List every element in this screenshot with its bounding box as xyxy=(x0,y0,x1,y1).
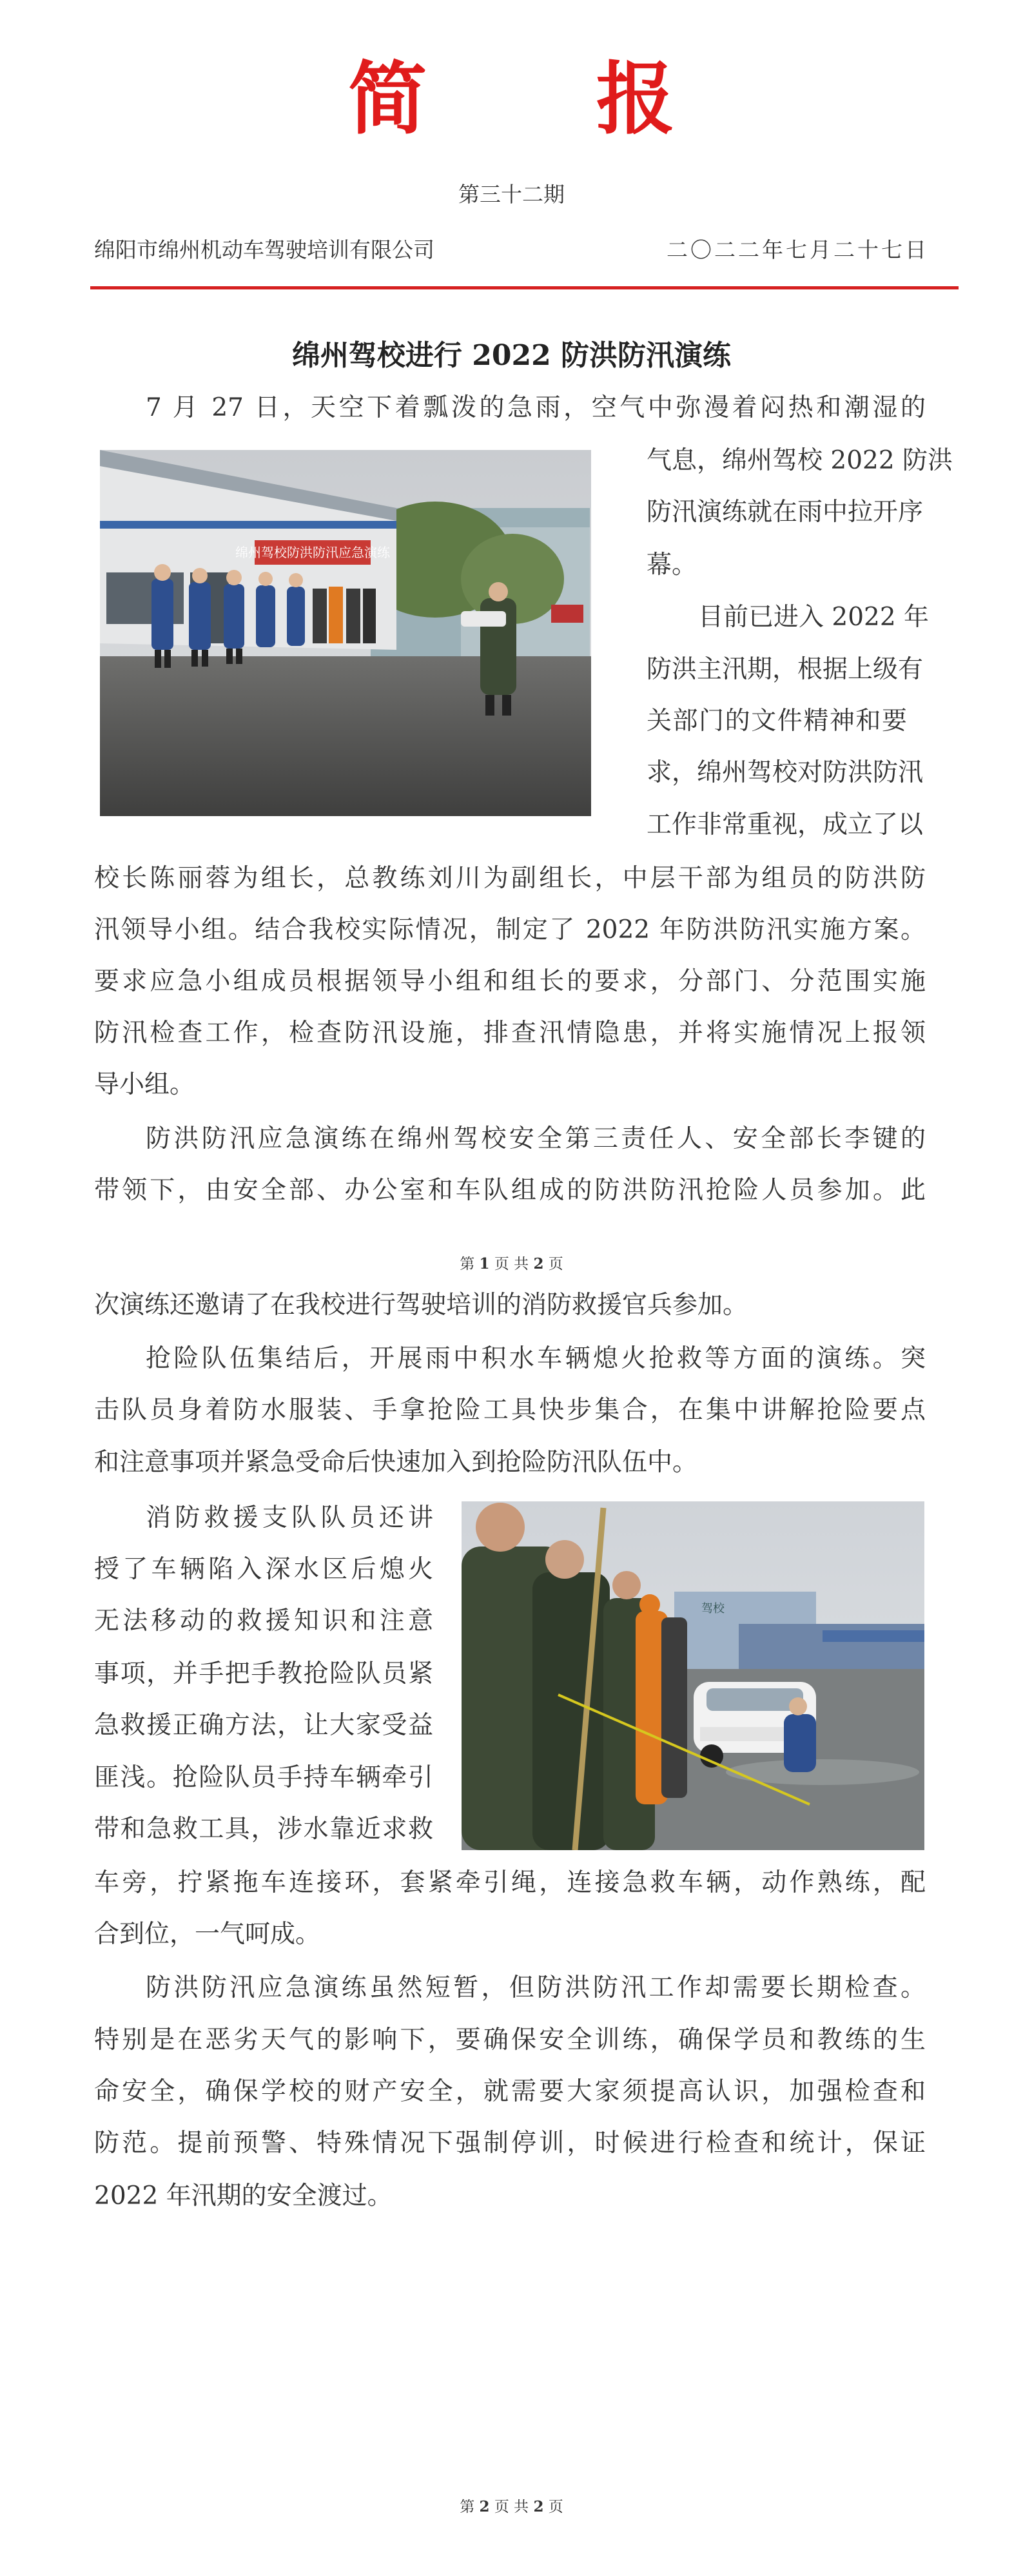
body-line: 合到位，一气呵成。 xyxy=(94,1920,321,1949)
body-line: 目前已进入 2022 年 xyxy=(698,603,930,632)
body-line: 消防救援支队队员还讲 xyxy=(146,1503,433,1532)
banner-text: 绵州驾校防洪防汛应急演练 xyxy=(235,545,390,560)
body-line: 授了车辆陷入深水区后熄火 xyxy=(94,1555,433,1584)
body-line: 防范。提前预警、特殊情况下强制停训，时候进行检查和统计，保证 xyxy=(94,2129,926,2158)
body-line: 事项，并手把手教抢险队员紧 xyxy=(94,1659,433,1688)
body-line: 幕。 xyxy=(647,551,697,580)
body-line: 命安全，确保学校的财产安全，就需要大家须提高认识，加强检查和 xyxy=(94,2077,926,2106)
body-line: 无法移动的救援知识和注意 xyxy=(94,1606,433,1635)
body-line: 气息，绵州驾校 2022 防洪 xyxy=(647,446,953,475)
body-line: 2022 年汛期的安全渡过。 xyxy=(94,2181,393,2210)
body-line: 带和急救工具，涉水靠近求救 xyxy=(94,1815,433,1844)
body-line: 次演练还邀请了在我校进行驾驶培训的消防救援官兵参加。 xyxy=(94,1291,748,1320)
drill-photo-2 xyxy=(462,1501,924,1850)
body-line: 车旁，拧紧拖车连接环，套紧牵引绳，连接急救车辆，动作熟练，配 xyxy=(94,1868,926,1897)
body-line: 7 月 27 日，天空下着瓢泼的急雨，空气中弥漫着闷热和潮湿的 xyxy=(146,393,926,422)
publish-date: 二〇二二年七月二十七日 xyxy=(667,237,929,262)
body-line: 防洪主汛期，根据上级有 xyxy=(647,655,924,684)
body-line: 导小组。 xyxy=(94,1070,195,1099)
body-line: 求，绵州驾校对防洪防汛 xyxy=(647,758,924,787)
body-line: 汛领导小组。结合我校实际情况，制定了 2022 年防洪防汛实施方案。 xyxy=(94,915,926,944)
body-line: 防洪防汛应急演练在绵州驾校安全第三责任人、安全部长李键的 xyxy=(146,1124,926,1153)
body-line: 工作非常重视，成立了以 xyxy=(647,810,924,839)
article-headline: 绵州驾校进行 2022 防洪防汛演练 xyxy=(291,339,732,372)
organization-name: 绵阳市绵州机动车驾驶培训有限公司 xyxy=(94,237,434,262)
body-line: 校长陈丽蓉为组长，总教练刘川为副组长，中层干部为组员的防洪防 xyxy=(94,864,926,893)
body-line: 防汛演练就在雨中拉开序 xyxy=(647,498,924,527)
drill-photo-1 xyxy=(100,450,591,816)
body-line: 击队员身着防水服装、手拿抢险工具快步集合，在集中讲解抢险要点 xyxy=(94,1396,926,1425)
body-line: 要求应急小组成员根据领导小组和组长的要求，分部门、分范围实施 xyxy=(94,967,926,996)
body-line: 关部门的文件精神和要 xyxy=(647,707,907,736)
building-sign: 驾校 xyxy=(701,1602,725,1615)
body-line: 特别是在恶劣天气的影响下，要确保安全训练，确保学员和教练的生 xyxy=(94,2025,926,2054)
body-line: 匪浅。抢险队员手持车辆牵引 xyxy=(94,1763,433,1792)
page-footer-1: 第 1 页 共 2 页 xyxy=(460,1255,563,1273)
bulletin-title: 简 报 xyxy=(348,52,746,145)
body-line: 抢险队伍集结后，开展雨中积水车辆熄火抢救等方面的演练。突 xyxy=(146,1344,926,1373)
page-footer-2: 第 2 页 共 2 页 xyxy=(460,2498,563,2515)
body-line: 和注意事项并紧急受命后快速加入到抢险防汛队伍中。 xyxy=(94,1448,698,1477)
issue-number: 第三十二期 xyxy=(458,182,565,207)
body-line: 急救援正确方法，让大家受益 xyxy=(94,1711,433,1740)
body-line: 带领下，由安全部、办公室和车队组成的防洪防汛抢险人员参加。此 xyxy=(94,1176,926,1205)
header-divider xyxy=(90,286,959,289)
body-line: 防洪防汛应急演练虽然短暂，但防洪防汛工作却需要长期检查。 xyxy=(146,1973,926,2002)
body-line: 防汛检查工作，检查防汛设施，排查汛情隐患，并将实施情况上报领 xyxy=(94,1019,926,1048)
